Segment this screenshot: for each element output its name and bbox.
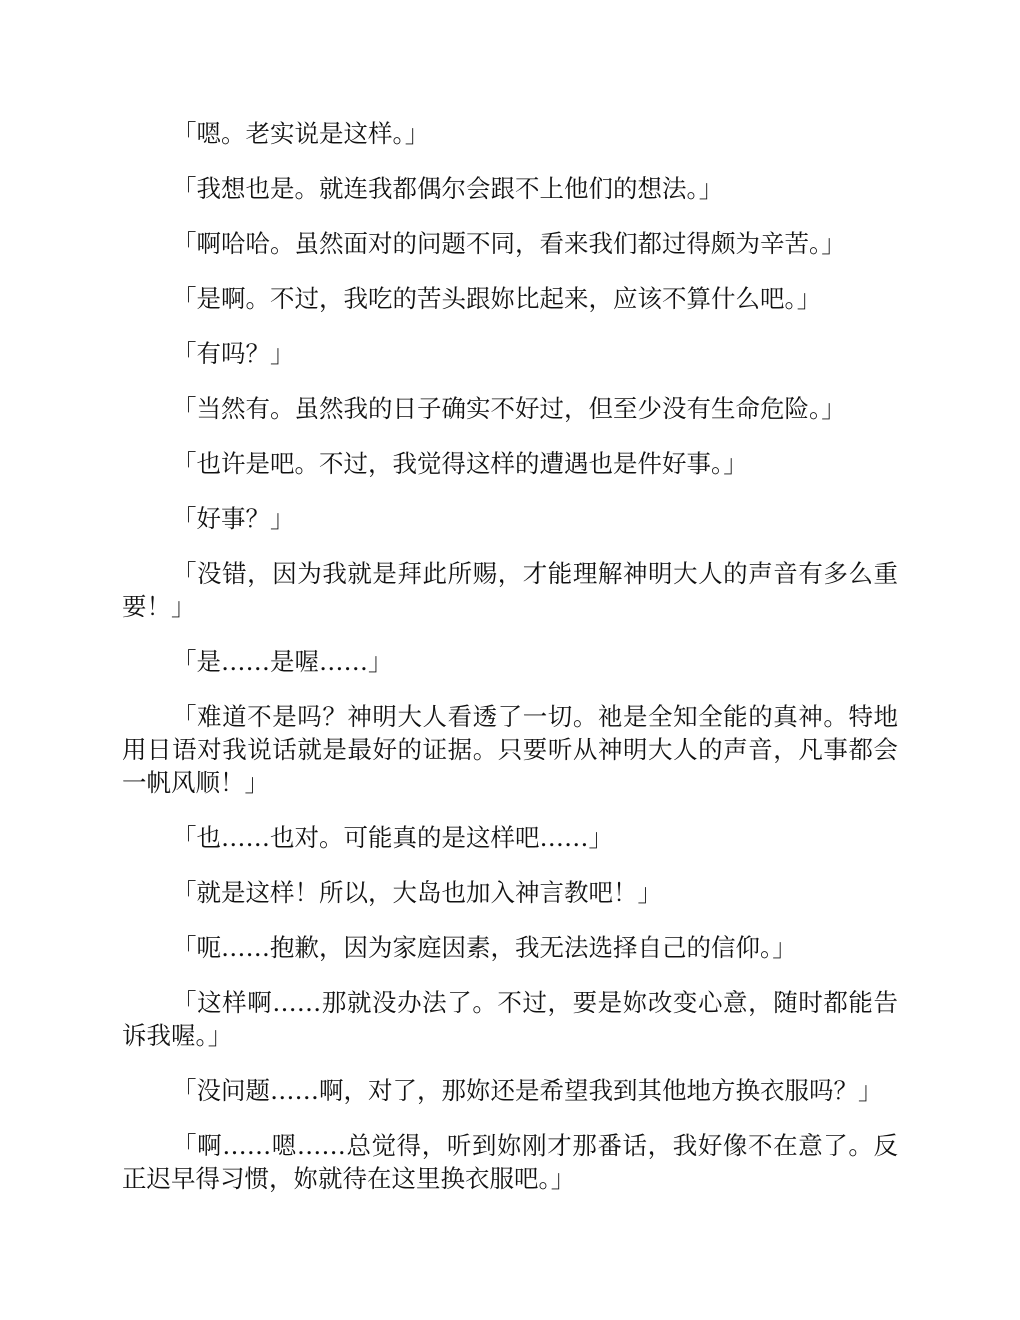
paragraph: 「也……也对。可能真的是这样吧……」 [172,823,613,852]
paragraph: 「啊……嗯……总觉得，听到妳刚才那番话，我好像不在意了。反正迟早得习惯，妳就待在这里换衣服吧。」 [122,1131,898,1193]
document-page [122,117,898,1217]
paragraph: 「当然有。虽然我的日子确实不好过，但至少没有生命危险。」 [172,394,846,423]
paragraph: 「没错，因为我就是拜此所赐，才能理解神明大人的声音有多么重要！」 [122,559,898,621]
paragraph: 「也许是吧。不过，我觉得这样的遭遇也是件好事。」 [172,449,748,478]
paragraph: 「没问题……啊，对了，那妳还是希望我到其他地方换衣服吗？」 [172,1076,883,1105]
paragraph: 「呃……抱歉，因为家庭因素，我无法选择自己的信仰。」 [172,933,797,962]
paragraph: 「啊哈哈。虽然面对的问题不同，看来我们都过得颇为辛苦。」 [172,229,846,258]
paragraph: 「嗯。老实说是这样。」 [172,119,430,148]
paragraph: 「难道不是吗？神明大人看透了一切。祂是全知全能的真神。特地用日语对我说话就是最好的证据。只要听从神明大人的声音，凡事都会一帆风顺！」 [122,702,898,797]
paragraph: 「好事？」 [172,504,295,533]
paragraph: 「我想也是。就连我都偶尔会跟不上他们的想法。」 [172,174,724,203]
paragraph: 「是啊。不过，我吃的苦头跟妳比起来，应该不算什么吧。」 [172,284,822,313]
paragraph: 「这样啊……那就没办法了。不过，要是妳改变心意，随时都能告诉我喔。」 [122,988,898,1050]
paragraph: 「是……是喔……」 [172,647,393,676]
paragraph: 「有吗？」 [172,339,295,368]
paragraph: 「就是这样！所以，大岛也加入神言教吧！」 [172,878,662,907]
